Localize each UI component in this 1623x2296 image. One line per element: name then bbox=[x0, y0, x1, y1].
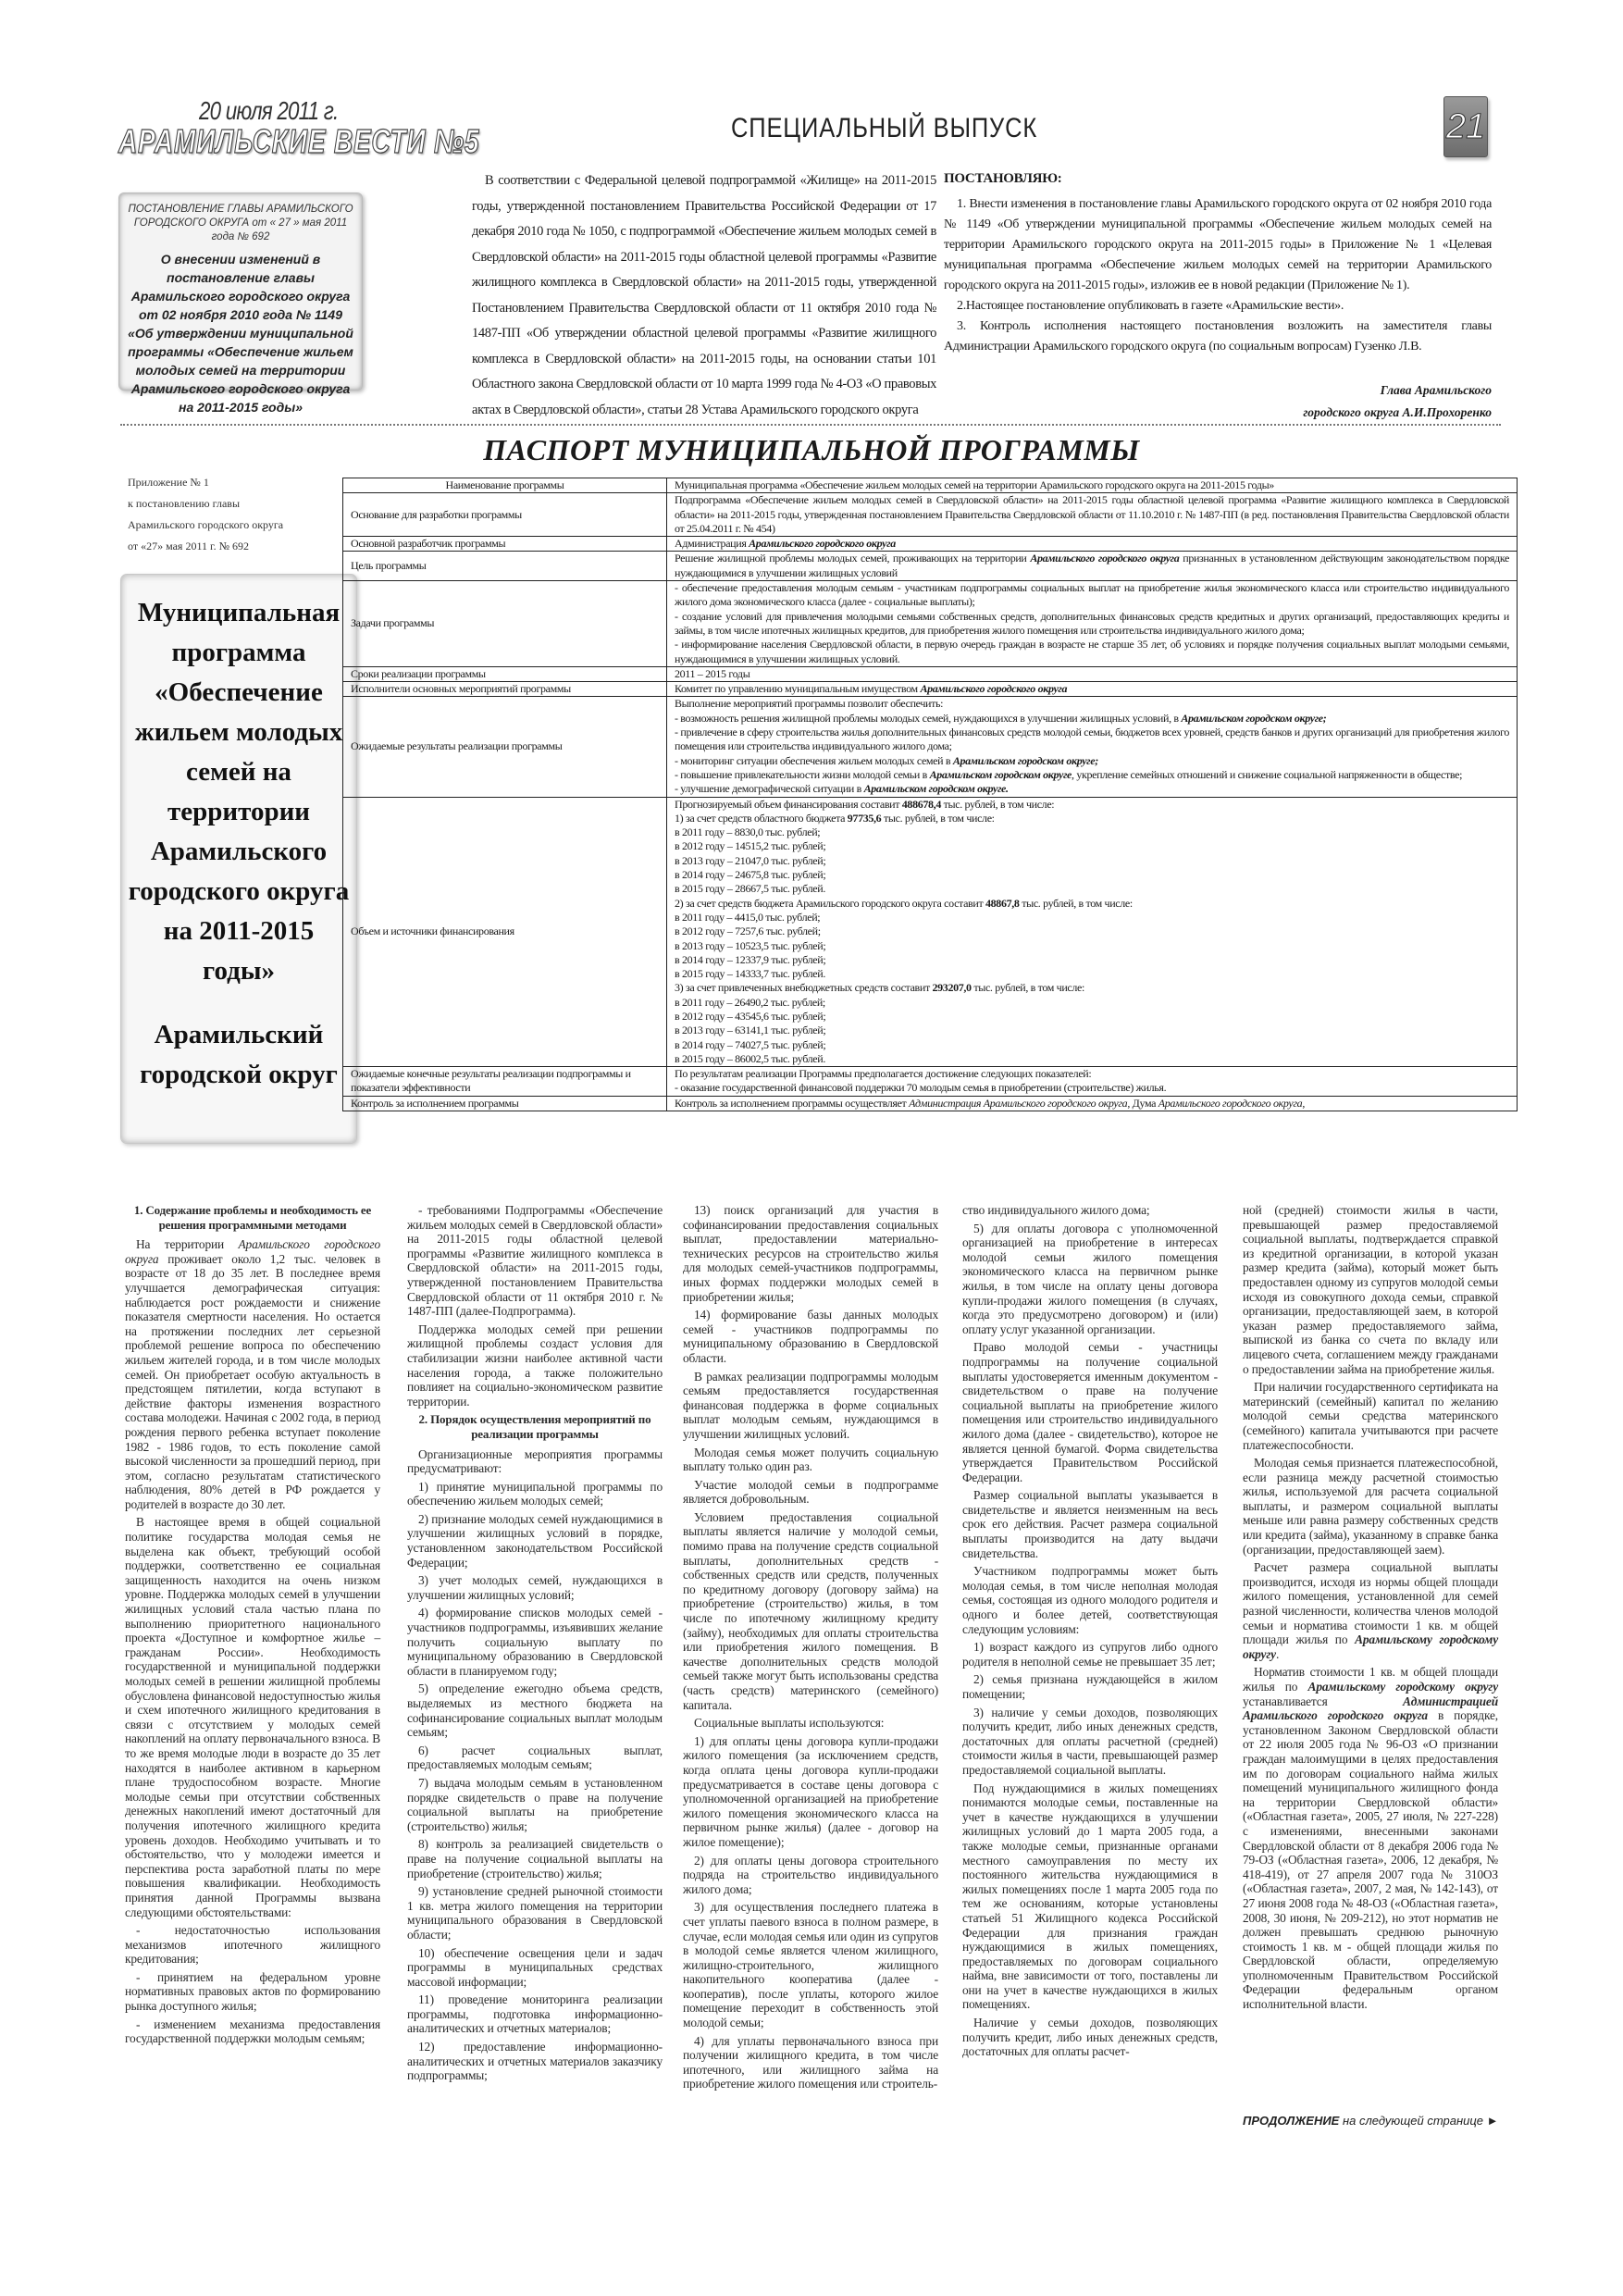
table-row bbox=[343, 797, 1518, 1067]
paragraph: в 2014 году – 24675,8 тыс. рублей; bbox=[675, 868, 826, 882]
emphasis: Арамильском городском округе. bbox=[863, 782, 1009, 796]
continued-label: ПРОДОЛЖЕНИЕ bbox=[1243, 2114, 1340, 2128]
decree-box-subject: О внесении изменений в постановление главы Арамильского городского округа от 02 ноября 2010 года № 1149 «Об утверждении муниципальной программы «Обеспечение жильем молодых семей на территории Арамильского городского округа на 2011-2015 годы» bbox=[128, 252, 353, 415]
table-row bbox=[343, 697, 1518, 797]
emphasis: Арамильском городском округе; bbox=[1181, 711, 1327, 725]
paragraph: в 2011 году – 8830,0 тыс. рублей; bbox=[675, 825, 821, 839]
paragraph: 7) выдача молодым семьям в установленном порядке свидетельств о праве на получение социальной выплаты на приобретение (строительство) жилья; bbox=[407, 1775, 663, 1833]
row-value bbox=[667, 697, 1518, 797]
row-label: Исполнители основных мероприятий программы bbox=[343, 682, 667, 697]
row-label: Цель программы bbox=[343, 552, 667, 581]
row-label: Задачи программы bbox=[343, 581, 667, 667]
emphasis: Арамильского городского округа bbox=[749, 537, 896, 551]
paragraph: в 2014 году – 74027,5 тыс. рублей; bbox=[675, 1037, 826, 1051]
paragraph: Прогнозируемый объем финансирования составит 488678,4 тыс. рублей, в том числе: bbox=[675, 797, 1055, 811]
article-column-4 bbox=[962, 1203, 1218, 2063]
table-row bbox=[343, 552, 1518, 581]
row-label: Ожидаемые результаты реализации программы bbox=[343, 697, 667, 797]
program-title-box bbox=[120, 574, 357, 1144]
paragraph: - недостаточностью использования механизмов ипотечного жилищного кредитования; bbox=[125, 1923, 380, 1967]
paragraph: 3) учет молодых семей, нуждающихся в улучшении жилищных условий; bbox=[407, 1573, 663, 1602]
arrow-right-icon: ► bbox=[1486, 2114, 1499, 2128]
passport-title: ПАСПОРТ МУНИЦИПАЛЬНОЙ ПРОГРАММЫ bbox=[483, 433, 1140, 466]
paragraph: 2.Настоящее постановление опубликовать в газете «Арамильские вести». bbox=[957, 299, 1344, 313]
paragraph: В рамках реализации подпрограммы молодым семьям предоставляется государственная финансовая поддержка в форме социальных выплат молодым семьям, нуждающимся в улучшении жилищных условий. bbox=[683, 1369, 938, 1441]
resolution-heading: ПОСТАНОВЛЯЮ: bbox=[944, 171, 1062, 186]
decree-heading-box bbox=[118, 192, 363, 415]
paragraph: Условием предоставления социальной выплаты является наличие у молодой семьи, помимо права на получение средств социальной выплаты, дополнительных средств - собственных средств или средств, полученных по кредитному договору (договору займа) на приобретение (строительство) жилья, в том числе по ипотечному жилищному кредиту (займу), необходимых для оплаты строительства или приобретения жилого помещения. В качестве дополнительных средств молодой семьей также могут быть использованы средства (часть средств) материнского (семейного) капитала. bbox=[683, 1509, 938, 1712]
paragraph: 6) расчет социальных выплат, предоставляемых молодым семьям; bbox=[407, 1743, 663, 1772]
emphasis: Арамильском городском округе bbox=[929, 767, 1072, 781]
paragraph: 5) определение ежегодно объема средств, выделяемых из местного бюджета на софинансирование социальных выплат молодым семьям; bbox=[407, 1682, 663, 1740]
paragraph: 8) контроль за реализацией свидетельств о праве на получение социальной выплаты на приобретение (строительство) жилья; bbox=[407, 1837, 663, 1880]
paragraph: ство индивидуального жилого дома; bbox=[962, 1203, 1150, 1217]
emphasis: 97735,6 bbox=[847, 811, 882, 825]
annex-line: Приложение № 1 bbox=[128, 476, 209, 489]
paragraph: - привлечение в сферу строительства жилья дополнительных финансовых средств молодой семьи, бюджетов всех уровней, средств банков и других организаций для приобретения жилого помещения или строительства индивидуального жилого дома; bbox=[675, 726, 1509, 753]
paragraph: Социальные выплаты используются: bbox=[694, 1716, 885, 1731]
paragraph: 4) для уплаты первоначального взноса при получении жилищного кредита, в том числе ипотечного, или жилищного займа на приобретение жилого помещения или строитель- bbox=[683, 2033, 938, 2091]
paragraph: 2) семья признана нуждающейся в жилом помещении; bbox=[962, 1672, 1218, 1701]
paragraph: 2011 – 2015 годы bbox=[675, 666, 750, 680]
program-title: Муниципальная программа «Обеспечение жильем молодых семей на территории Арамильского городского округа на 2011-2015 годы» bbox=[128, 598, 350, 986]
paragraph: в 2014 году – 12337,9 тыс. рублей; bbox=[675, 952, 826, 966]
paragraph: Норматив стоимости 1 кв. м общей площади жилья по Арамильскому городскому округу устанавливается Администрацией Арамильского городского округа в порядке, установленном Законом Свердловской области от 22 июля 2005 года № 96-ОЗ «О признании граждан малоимущими в целях предоставления им по договорам социального найма жилых помещений муниципального жилищного фонда на территории Свердловской области» («Областная газета», 2005, 27 июля, № 227-228) с изменениями, внесенными законами Свердловской области от 8 декабря 2006 года № 79-ОЗ («Областная газета», 2006, 12 декабря, № 418-419), от 27 апреля 2007 года № 310ОЗ («Областная газета», 2007, 2 мая, № 142-143), от 27 июня 2008 года № 48-ОЗ («Областная газета», 2008, 30 июня, № 209-212), но этот норматив не должен превышать среднюю рыночную стоимость 1 кв. м - общей площади жилья по Свердловской области, определяемую уполномоченным Правительством Российской Федерации федеральным органом исполнительной власти. bbox=[1243, 1665, 1499, 2012]
article-column-3 bbox=[683, 1203, 938, 2095]
paragraph: 10) обеспечение освещения цели и задач программы в муниципальных средствах массовой информации; bbox=[407, 1945, 663, 1989]
paragraph: Наличие у семьи доходов, позволяющих получить кредит, либо иных денежных средств, достаточных для оплаты расчет- bbox=[962, 2016, 1218, 2059]
paragraph: При наличии государственного сертификата на материнский (семейный) капитал по желанию молодой семьи средства материнского (семейного) капитала учитываются при расчете платежеспособности. bbox=[1243, 1380, 1498, 1452]
paragraph: - повышение привлекательности жизни молодой семьи в Арамильском городском округе, укрепление семейных отношений и снижение социальной напряженности в обществе; bbox=[675, 767, 1463, 781]
row-label: Ожидаемые конечные результаты реализации подпрограммы и показатели эффективности bbox=[343, 1067, 667, 1097]
paragraph: 1) за счет средств областного бюджета 97735,6 тыс. рублей, в том числе: bbox=[675, 811, 995, 825]
annex-note bbox=[128, 472, 283, 557]
table-row bbox=[343, 1067, 1518, 1097]
resolution-items bbox=[944, 194, 1492, 357]
emphasis: Арамильского городского округа bbox=[1158, 1096, 1303, 1110]
emphasis: Арамильскому городскому округу bbox=[1307, 1680, 1499, 1694]
paragraph: Под нуждающимися в жилых помещениях понимаются молодые семьи, поставленные на учет в качестве нуждающихся в улучшении жилищных условий до 1 марта 2005 года, а также молодые семьи, признанные органами местного самоуправления по месту их постоянного жительства нуждающимися в жилых помещениях после 1 марта 2005 года по тем же основаниям, которые установлены статьей 51 Жилищного кодекса Российской Федерации для признания граждан нуждающимися в жилых помещениях, предоставляемых по договорам социального найма, вне зависимости от того, поставлены ли они на учет в качестве нуждающихся в жилых помещениях. bbox=[962, 1781, 1218, 2012]
row-value bbox=[667, 797, 1518, 1067]
paragraph: 2) за счет средств бюджета Арамильского городского округа составит 48867,8 тыс. рублей, в том числе: bbox=[675, 896, 1133, 910]
emphasis: 293207,0 bbox=[932, 981, 972, 995]
paragraph: Участие молодой семьи в подпрограмме является добровольным. bbox=[683, 1477, 938, 1507]
paragraph: Подпрограмма «Обеспечение жильем молодых семей в Свердловской области» на 2011-2015 годы областной целевой программа «Развитие жилищного комплекса в Свердловской области» на 2011-2015 годы, утвержденная постановлением Правительства Свердловской области от 11.10.2010 г. № 1487-ПП (в ред. постановления Правительства Свердловской области от 25.04.2011 г. № 454) bbox=[675, 493, 1509, 535]
paragraph: в 2015 году – 86002,5 тыс. рублей. bbox=[675, 1051, 826, 1065]
article-column-1 bbox=[125, 1203, 380, 2050]
paragraph: В настоящее время в общей социальной политике государства молодая семья не выделена как объект, требующий особой поддержки, соответственно ее социальная защищенность находится на очень низком уровне. Поддержка молодых семей в улучшении жилищных условий стала частью плана по выполнению приоритетного национального проекта «Доступное и комфортное жилье – гражданам России». Необходимость государственной и муниципальной поддержки молодых семей в решении жилищной проблемы обусловлена финансовой недоступностью жилья и схем ипотечного жилищного кредитования в связи с отсутствием у молодых семей накоплений на оплату первоначального взноса. В то же время молодые люди в возрасте до 35 лет находятся в наиболее активном в карьерном плане трудоспособном возрасте. Многие молодые семьи при отсутствии собственных денежных накоплений имеют достаточный для получения ипотечного жилищного кредита уровень доходов. Необходимо учитывать и то обстоятельство, что у молодежи имеется и перспектива роста заработной платы по мере повышения квалификации. Необходимость принятия данной Программы вызвана следующими обстоятельствами: bbox=[125, 1515, 380, 1919]
continued-text: на следующей странице bbox=[1339, 2114, 1487, 2128]
program-district: Арамильский городской округ bbox=[140, 1020, 338, 1089]
paragraph: В соответствии с Федеральной целевой подпрограммой «Жилище» на 2011-2015 годы, утвержденной постановлением Правительства Российской Федерации от 17 декабря 2010 года № 1050, с подпрограммой «Обеспечение жильем молодых семей в Свердловской области» на 2011-2015 годы областной целевой программы «Развитие жилищного комплекса в Свердловской области» на 2011-2015 годы, утвержденной Постановлением Правительства Свердловской области от 11 октября 2010 года № 1487-ПП «Об утверждении областной целевой программы «Развитие жилищного комплекса в Свердловской области» на 2011-2015 годы, на основании статьи 101 Областного закона Свердловской области от 10 марта 1999 года № 4-ОЗ «О правовых актах в Свердловской области», статьи 28 Устава Арамильского городского округа bbox=[472, 173, 936, 417]
paragraph: - информирование населения Свердловской области, в первую очередь граждан в возрасте не старше 35 лет, об условиях и порядке получения социальных выплат молодыми семьями, нуждающимися в улучшении жилищных условий. bbox=[675, 638, 1509, 665]
paragraph: По результатам реализации Программы предполагается достижение следующих показателей: bbox=[675, 1067, 1092, 1081]
paragraph: в 2013 году – 21047,0 тыс. рублей; bbox=[675, 853, 826, 867]
paragraph: 4) формирование списков молодых семей - участников подпрограммы, изъявивших желание получить социальную выплату по муниципальному образованию в Свердловской области в планируемом году; bbox=[407, 1606, 663, 1678]
signature bbox=[1303, 379, 1492, 424]
paragraph: - принятием на федеральном уровне нормативных правовых актов по формированию рынка доступного жилья; bbox=[125, 1969, 380, 2014]
row-value bbox=[667, 537, 1518, 552]
table-row bbox=[343, 537, 1518, 552]
decree-preamble bbox=[472, 168, 936, 423]
paragraph: 13) поиск организаций для участия в софинансировании предоставления социальных выплат, предоставлении материально-технических ресурсов на строительство жилья для молодых семей-участников подпрограммы, иных формах поддержки молодых семей в приобретении жилья; bbox=[683, 1203, 938, 1304]
paragraph: Молодая семья признается платежеспособной, если разница между расчетной стоимостью жилья, используемой для расчета социальной выплаты, и размером социальной выплаты меньше или равна размеру собственных средств или кредита (займа), указанному в справке банка (организации, предоставляющей заем). bbox=[1243, 1456, 1498, 1557]
paragraph: 9) установление средней рыночной стоимости 1 кв. метра жилого помещения на территории муниципального образования в Свердловской области; bbox=[407, 1884, 663, 1942]
table-row bbox=[343, 666, 1518, 681]
paragraph: в 2011 году – 26490,2 тыс. рублей; bbox=[675, 995, 825, 1009]
paragraph: Решение жилищной проблемы молодых семей, проживающих на территории Арамильского городского округа признанных в установленном действующим законодательством порядке нуждающимися в улучшении жилищных условий bbox=[675, 552, 1509, 579]
paragraph: в 2012 году – 43545,6 тыс. рублей; bbox=[675, 1009, 826, 1023]
table-row bbox=[343, 478, 1518, 493]
paragraph: 3) наличие у семьи доходов, позволяющих получить кредит, либо иных денежных средств, достаточных для оплаты расчетной (средней) стоимости жилья в части, превышающей размер предоставляемой социальной выплаты. bbox=[962, 1705, 1218, 1777]
paragraph: 14) формирование базы данных молодых семей - участников подпрограммы по муниципальному образованию в Свердловской области. bbox=[683, 1308, 938, 1365]
section-heading: 2. Порядок осуществления мероприятий по реализации программы bbox=[418, 1412, 651, 1441]
paragraph: 3) для осуществления последнего платежа в счет уплаты паевого взноса в полном размере, в случае, если молодая семья или один из супругов в молодой семье является членом жилищного, жилищно-строительного, жилищного накопительного кооператива (далее - кооператив), после уплаты, которого жилое помещение переходит в собственность этой молодой семьи; bbox=[683, 1900, 938, 2030]
row-value bbox=[667, 1096, 1518, 1111]
paragraph: Муниципальная программа «Обеспечение жильем молодых семей на территории Арамильского городского округа на 2011-2015 годы» bbox=[675, 478, 1274, 491]
paragraph: 1) возраст каждого из супругов либо одного родителя в неполной семье не превышает 35 лет; bbox=[962, 1640, 1218, 1669]
paragraph: Комитет по управлению муниципальным имуществом Арамильского городского округа bbox=[675, 682, 1068, 696]
paragraph: 3. Контроль исполнения настоящего постановления возложить на заместителя главы Администрации Арамильского городского округа (по социальным вопросам) Гузенко Л.В. bbox=[944, 319, 1492, 354]
row-value bbox=[667, 666, 1518, 681]
table-row bbox=[343, 493, 1518, 537]
paragraph: Поддержка молодых семей при решении жилищной проблемы создаст условия для стабилизации жизни наиболее активной части населения города, а также положительно повлияет на социально-экономическом развитие территории. bbox=[407, 1322, 663, 1409]
emphasis: 48867,8 bbox=[985, 896, 1020, 910]
emphasis: 488678,4 bbox=[901, 797, 941, 811]
row-value bbox=[667, 493, 1518, 537]
decree-resolution bbox=[944, 168, 1492, 357]
table-row bbox=[343, 581, 1518, 667]
annex-line: Арамильского городского округа bbox=[128, 518, 284, 531]
paragraph: 1) для оплаты цены договора купли-продажи жилого помещения (за исключением средств, когда оплата цены договора купли-продажи предусматривается в составе цены договора с уполномоченной организацией на приобретение жилого помещения экономического класса на первичном рынке жилья) (далее - договор на жилое помещение); bbox=[683, 1733, 938, 1849]
row-value bbox=[667, 581, 1518, 667]
paragraph: - требованиями Подпрограммы «Обеспечение жильем молодых семей в Свердловской области» на 2011-2015 годы областной целевой программы «Развитие жилищного комплекса в Свердловской области» на 2011-2015 годы, утвержденной постановлением Правительства Свердловской области от 11 октября 2010 г. № 1487-ПП (далее-Подпрограмма). bbox=[407, 1203, 663, 1319]
paragraph: Организационные мероприятия программы предусматривают: bbox=[407, 1446, 663, 1476]
row-value bbox=[667, 682, 1518, 697]
paragraph: - мониторинг ситуации обеспечения жильем молодых семей в Арамильском городском округе; bbox=[675, 753, 1098, 767]
paragraph: Право молодой семьи - участницы подпрограммы на получение социальной выплаты удостоверяется именным документом - свидетельством о праве на получение социальной выплаты на приобретение жилого помещения или строительство индивидуального жилого дома (далее - свидетельство), которое не является ценной бумагой. Форма свидетельства утверждается Правительством Российской Федерации. bbox=[962, 1340, 1218, 1484]
paragraph: - обеспечение предоставления молодым семьям - участникам подпрограммы социальных выплат на приобретение жилья экономического класса или строительство индивидуального жилого дома экономического класса (далее - социальные выплаты); bbox=[675, 581, 1509, 609]
table-row bbox=[343, 682, 1518, 697]
paragraph: - улучшение демографической ситуации в Арамильском городском округе. bbox=[675, 782, 1009, 796]
article-column-2 bbox=[407, 1203, 663, 2087]
emphasis: Арамильского городского округа bbox=[1030, 552, 1180, 565]
paragraph: - возможность решения жилищной проблемы молодых семей, нуждающихся в улучшении жилищных условий, в Арамильском городском округе; bbox=[675, 711, 1327, 725]
paragraph: в 2013 году – 63141,1 тыс. рублей; bbox=[675, 1024, 826, 1037]
row-value bbox=[667, 478, 1518, 493]
decree-box-title: ПОСТАНОВЛЕНИЕ ГЛАВЫ АРАМИЛЬСКОГО ГОРОДСКОГО ОКРУГА от « 27 » мая 2011 года № 692 bbox=[128, 204, 353, 242]
paragraph: 11) проведение мониторинга реализации программы, подготовка информационно-аналитических и отчетных материалов; bbox=[407, 1992, 663, 2036]
signature-line: Глава Арамильского bbox=[1380, 383, 1492, 397]
row-label: Объем и источники финансирования bbox=[343, 797, 667, 1067]
emphasis: Администрацией Арамильского городского округа bbox=[1243, 1694, 1498, 1723]
paragraph: 5) для оплаты договора с уполномоченной организацией на приобретение в интересах молодой семьи жилого помещения экономического класса на первичном рынке жилья, в том числе на оплату цены договора купли-продажи жилого помещения (в случаях, когда это предусмотрено договором) и (или) оплату услуг указанной организации. bbox=[962, 1221, 1218, 1336]
paragraph: 2) признание молодых семей нуждающимися в улучшении жилищных условий в порядке, установленном законодательством Российской Федерации; bbox=[407, 1511, 663, 1570]
signature-line: городского округа А.И.Прохоренко bbox=[1303, 405, 1492, 419]
paragraph: в 2013 году – 10523,5 тыс. рублей; bbox=[675, 938, 826, 952]
paragraph: в 2012 году – 14515,2 тыс. рублей; bbox=[675, 839, 826, 853]
page-number: 21 bbox=[1443, 96, 1488, 157]
paragraph: 2) для оплаты цены договора строительного подряда на строительство индивидуального жилого дома; bbox=[683, 1853, 938, 1896]
paragraph: Расчет размера социальной выплаты производится, исходя из нормы общей площади жилого помещения, установленной для семей разной численности, количества членов молодой семьи и норматива стоимости 1 кв. м общей площади жилья по Арамильскому городскому округу. bbox=[1243, 1560, 1498, 1661]
dotted-divider bbox=[120, 424, 1501, 426]
paragraph: в 2012 году – 7257,6 тыс. рублей; bbox=[675, 925, 821, 938]
section-heading: 1. Содержание проблемы и необходимость ее решения программными методами bbox=[133, 1203, 372, 1232]
paragraph: Администрация Арамильского городского округа bbox=[675, 537, 896, 551]
paragraph: ной (средней) стоимости жилья в части, превышающей размер предоставляемой социальной выплаты, подтверждается справкой из кредитной организации, в которой указан размер кредита (займа), который может быть предоставлен одному из супругов молодой семьи исходя из совокупного дохода семьи, справкой организации, предоставляющей заем, в которой указан размер предоставляемого займа, выпиской из банка со счета по вкладу или лицевого счета, соглашением между гражданами о предоставлении займа на приобретение жилья. bbox=[1243, 1203, 1498, 1376]
annex-line: от «27» мая 2011 г. № 692 bbox=[128, 540, 250, 552]
newspaper-masthead bbox=[118, 122, 479, 161]
paragraph: в 2011 году – 4415,0 тыс. рублей; bbox=[675, 910, 821, 924]
paragraph: 1. Внести изменения в постановление главы Арамильского городского округа от 02 ноября 2010 года № 1149 «Об утверждении муниципальной программы «Обеспечение жильем молодых семей на территории Арамильского городского округа на 2011-2015 годы» в Приложение № 1 «Целевая муниципальная программа «Обеспечение жильем молодых семей на территории Арамильского городского округа на 2011-2015 годы», изложив ее в новой редакции (Приложение № 1). bbox=[944, 197, 1492, 292]
emphasis: Арамильского городского округа bbox=[920, 682, 1068, 696]
continued-on-next-page bbox=[1243, 2114, 1499, 2128]
table-row bbox=[343, 1096, 1518, 1111]
paragraph: Контроль за исполнением программы осуществляет Администрация Арамильского городского округа, Дума Арамильского городского округа, bbox=[675, 1096, 1305, 1110]
paragraph: 12) предоставление информационно-аналитических и отчетных материалов заказчику подпрограммы; bbox=[407, 2040, 663, 2083]
passport-table bbox=[342, 478, 1518, 1111]
issue-number: №5 bbox=[433, 122, 480, 160]
row-value bbox=[667, 1067, 1518, 1097]
annex-line: к постановлению главы bbox=[128, 497, 241, 510]
paragraph: в 2015 году – 14333,7 тыс. рублей. bbox=[675, 967, 826, 981]
row-label: Основной разработчик программы bbox=[343, 537, 667, 552]
paragraph: - изменением механизма предоставления государственной поддержки молодым семьям; bbox=[125, 2017, 380, 2046]
paragraph: 1) принятие муниципальной программы по обеспечению жильем молодых семей; bbox=[407, 1479, 663, 1508]
section-title: СПЕЦИАЛЬНЫЙ ВЫПУСК bbox=[731, 113, 1038, 143]
paragraph: - создание условий для привлечения молодыми семьями собственных средств, дополнительных финансовых средств кредитных и других организаций, предоставляющих кредиты и займы, в том числе ипотечных жилищных кредитов, для приобретения жилого помещения или строительства индивидуального жилого дома; bbox=[675, 609, 1509, 637]
row-value bbox=[667, 552, 1518, 581]
row-label: Контроль за исполнением программы bbox=[343, 1096, 667, 1111]
paragraph: Размер социальной выплаты указывается в свидетельстве и является неизменным на весь срок его действия. Расчет размера социальной выплаты производится на дату выдачи свидетельства. bbox=[962, 1488, 1218, 1560]
paragraph: в 2015 году – 28667,5 тыс. рублей. bbox=[675, 882, 826, 896]
emphasis: Арамильскому городскому округу bbox=[1243, 1632, 1498, 1661]
row-label: Основание для разработки программы bbox=[343, 493, 667, 537]
issue-date: 20 июля 2011 г. bbox=[199, 96, 339, 125]
article-column-5 bbox=[1243, 1203, 1498, 2016]
paragraph: Молодая семья может получить социальную выплату только один раз. bbox=[683, 1445, 938, 1474]
paragraph: 3) за счет привлеченных внебюджетных средств составит 293207,0 тыс. рублей, в том числе: bbox=[675, 981, 1085, 995]
row-label: Наименование программы bbox=[343, 478, 667, 493]
paragraph: Участником подпрограммы может быть молодая семья, в том числе неполная молодая семья, состоящая из одного молодого родителя и одного и более детей, соответствующая следующим условиям: bbox=[962, 1564, 1218, 1636]
emphasis: Арамильского городского округа bbox=[125, 1237, 380, 1266]
paragraph: - оказание государственной финансовой поддержки 70 молодым семья в приобретении (строительстве) жилья. bbox=[675, 1081, 1167, 1095]
emphasis: Арамильском городском округе; bbox=[952, 753, 1098, 767]
paragraph: На территории Арамильского городского округа проживает около 1,2 тыс. человек в возрасте от 18 до 35 лет. В последнее время улучшается демографическая ситуация: наблюдается рост рождаемости и снижение показателя смертности населения. Но остается на протяжении последних лет серьезной проблемой решение вопроса по обеспечению жильем жителей города, и в том числе молодых семей. Он приобретает особую актуальность в предстоящем пятилетии, когда вступают в действие факторы изменения возрастного состава молодежи. Начиная с 2002 года, в период рождения первого ребенка вступает поколение 1982 - 1986 годов, то есть поколение самой высокой численности за прошедший период, при этом, согласно результатам статистического наблюдения, 80% детей в РФ рождается у родителей в возрасте до 30 лет. bbox=[125, 1237, 380, 1511]
masthead-title: АРАМИЛЬСКИЕ ВЕСТИ bbox=[118, 122, 427, 160]
row-label: Сроки реализации программы bbox=[343, 666, 667, 681]
paragraph: Выполнение мероприятий программы позволит обеспечить: bbox=[675, 697, 944, 711]
emphasis: Администрация Арамильского городского округа bbox=[909, 1096, 1128, 1110]
